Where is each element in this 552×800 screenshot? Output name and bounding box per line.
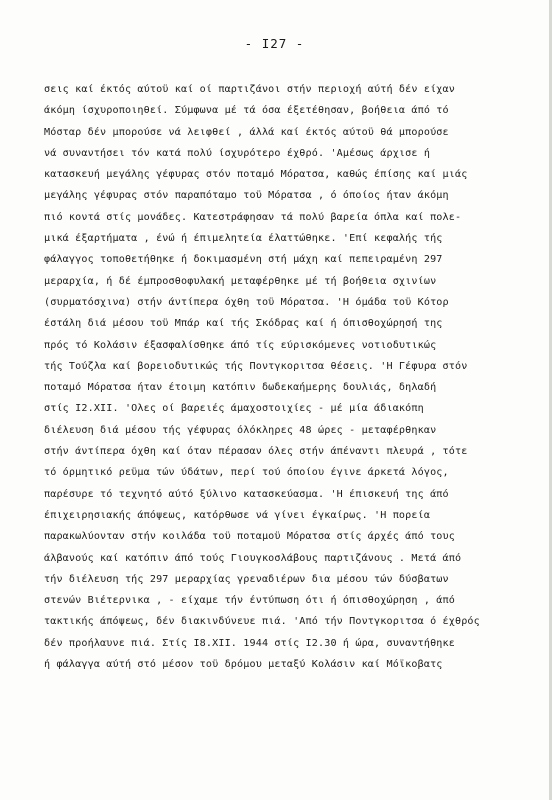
- text-line: παρακωλύονταν στήν κοιλάδα τοϋ ποταμοϋ Μόρατσα στίς άρχές άπό τους: [44, 531, 455, 543]
- text-line: μικά έξαρτήματα , ένώ ή έπιμελητεία έλαττώθηκε. 'Επί κεφαλής τής: [44, 233, 443, 245]
- text-line: τήν διέλευση τής 297 μεραρχίας γρεναδιέρων δια μέσου τών δύσβατων: [44, 573, 449, 585]
- page-number: - I27 -: [244, 36, 305, 51]
- text-line: έπιχειρησιακής άπόψεως, κατόρθωσε νά γίνει έγκαίρως. 'Η πορεία: [44, 509, 431, 521]
- text-line: νά συναντήσει τόν κατά πολύ ίσχυρότερο έχθρό. 'Αμέσως άρχισε ή: [44, 147, 431, 159]
- text-line: ή φάλαγγα αύτή στό μέσον τοϋ δρόμου μεταξύ Κολάσιν καί Μόϊκοβατς: [44, 659, 443, 671]
- text-line: παρέσυρε τό τεχνητό αύτό ξύλινο κατασκεύασμα. 'Η έπισκευή της άπό: [44, 488, 449, 500]
- text-line: δέν προήλαυνε πιά. Στίς I8.XII. 1944 στίς I2.30 ή ώρα, συναντήθηκε: [44, 637, 455, 649]
- text-line: πρός τό Κολάσιν έξασφαλίσθηκε άπό τίς εύρισκόμενες νοτιοδυτικώς: [44, 339, 437, 351]
- text-line: έστάλη διά μέσου τοϋ Μπάρ καί τής Σκόδρας καί ή όπισθοχώρησή της: [44, 318, 443, 330]
- text-line: σεις καί έκτός αύτοϋ καί οί παρτιζάνοι στήν περιοχή αύτή δέν είχαν: [44, 84, 455, 95]
- text-line: (συρματόσχινα) στήν άντίπερα όχθη τοϋ Μόρατσα. 'Η όμάδα τοϋ Κότορ: [44, 296, 449, 308]
- text-line: τακτικής άπόψεως, δέν διακινδύνευε πιά. 'Από τήν Ποντγκοριτσα ό έχθρός: [44, 616, 480, 628]
- text-line: ποταμό Μόρατσα ήταν έτοιμη κατόπιν δωδεκαήμερης δουλιάς, δηλαδή: [44, 382, 437, 394]
- body-text: [44, 79, 504, 675]
- text-line: άλβανούς καί κατόπιν άπό τούς Γιουγκοσλάβους παρτιζάνους . Μετά άπό: [44, 552, 462, 564]
- text-line: φάλαγγος τοποθετήθηκε ή δοκιμασμένη στή μάχη καί πεπειραμένη 297: [44, 254, 443, 266]
- text-line: στίς I2.XII. 'Ολες οί βαρειές άμαχοστοιχίες - μέ μία άδιακόπη: [44, 403, 424, 415]
- text-line: στενών Βιέτερνικα , - είχαμε τήν έντύπωση ότι ή όπισθοχώρηση , άπό: [44, 595, 455, 607]
- text-line: τό όρμητικό ρεϋμα τών ύδάτων, περί τού όποίου έγινε άρκετά λόγος,: [44, 467, 449, 479]
- text-line: τής Τούζλα καί βορειοδυτικώς τής Ποντγκοριτσα θέσεις. 'Η Γέφυρα στόν: [44, 360, 468, 372]
- text-line: διέλευση διά μέσου τής γέφυρας όλόκληρες 48 ώρες - μεταφέρθηκαν: [44, 424, 437, 436]
- text-line: κατασκευή μεγάλης γέφυρας στόν ποταμό Μόρατσα, καθώς έπίσης καί μιάς: [44, 169, 468, 181]
- text-line: στήν άντίπερα όχθη καί όταν πέρασαν όλες στήν άπέναντι πλευρά , τότε: [44, 446, 468, 458]
- text-line: Μόσταρ δέν μπορούσε νά λειφθεί , άλλά καί έκτός αύτοϋ θά μπορούσε: [44, 126, 449, 138]
- text-line: άκόμη ίσχυροποιηθεί. Σύμφωνα μέ τά όσα έξετέθησαν, βοήθεια άπό τό: [44, 105, 449, 117]
- text-line: πιό κοντά στίς μονάδες. Κατεστράφησαν τά πολύ βαρεία όπλα καί πολε-: [44, 211, 462, 223]
- text-line: μεγάλης γέφυρας στόν παραπόταμο τοϋ Μόρατσα , ό όποίος ήταν άκόμη: [44, 190, 449, 202]
- text-line: μεραρχία, ή δέ έμπροσθοφυλακή μεταφέρθηκε μέ τή βοήθεια σχινίων: [44, 275, 437, 287]
